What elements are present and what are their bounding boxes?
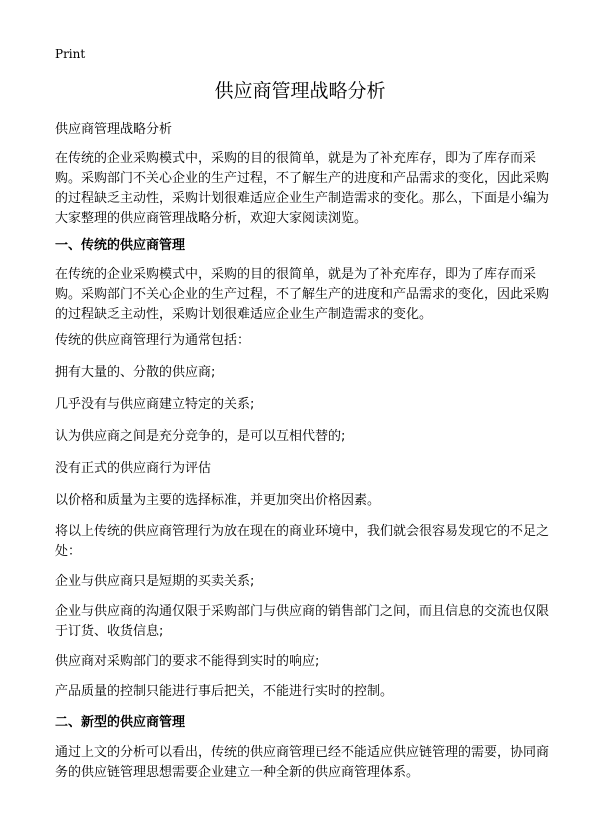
page-title: 供应商管理战略分析 [214,80,386,102]
section-heading-new: 二、新型的供应商管理 [55,715,186,730]
section2-paragraph-1: 通过上文的分析可以看出，传统的供应商管理已经不能适应供应链管理的需要，协同商务的供应链管理思想需要企业建立一种全新的供应商管理体系。 [55,745,550,780]
list-item: 企业与供应商的沟通仅限于采购部门与供应商的销售部门之间，而且信息的交流也仅限于订货、收货信息; [55,604,550,639]
list-item: 认为供应商之间是充分竞争的，是可以互相代替的; [55,429,346,444]
list-item: 拥有大量的、分散的供应商; [55,365,216,380]
list-item: 企业与供应商只是短期的买卖关系; [55,574,255,589]
list-item: 产品质量的控制只能进行事后把关，不能进行实时的控制。 [55,684,394,699]
section1-paragraph-2: 传统的供应商管理行为通常包括： [55,333,251,348]
intro-paragraph: 在传统的企业采购模式中，采购的目的很简单，就是为了补充库存，即为了库存而采购。采购部门不关心企业的生产过程，不了解生产的进度和产品需求的变化，因此采购的过程缺乏主动性，采购计划很难适应企业生产制造需求的变化。那么，下面是小编为大家整理的供应商管理战略分析，欢迎大家阅读浏览。 [55,151,550,226]
list-item: 供应商对采购部门的要求不能得到实时的响应; [55,654,320,669]
list-item: 没有正式的供应商行为评估 [55,461,212,476]
print-link[interactable]: Print [55,47,86,61]
document-subtitle: 供应商管理战略分析 [55,122,173,137]
list-item: 几乎没有与供应商建立特定的关系; [55,397,255,412]
list-item: 以价格和质量为主要的选择标准，并更加突出价格因素。 [55,493,381,508]
section1-paragraph-3: 将以上传统的供应商管理行为放在现在的商业环境中，我们就会很容易发现它的不足之处： [55,524,550,559]
section1-paragraph-1: 在传统的企业采购模式中，采购的目的很简单，就是为了补充库存，即为了库存而采购。采购部门不关心企业的生产过程，不了解生产的进度和产品需求的变化，因此采购的过程缺乏主动性，采购计划很难适应企业生产制造需求的变化。 [55,267,550,322]
section-heading-traditional: 一、传统的供应商管理 [55,238,186,253]
